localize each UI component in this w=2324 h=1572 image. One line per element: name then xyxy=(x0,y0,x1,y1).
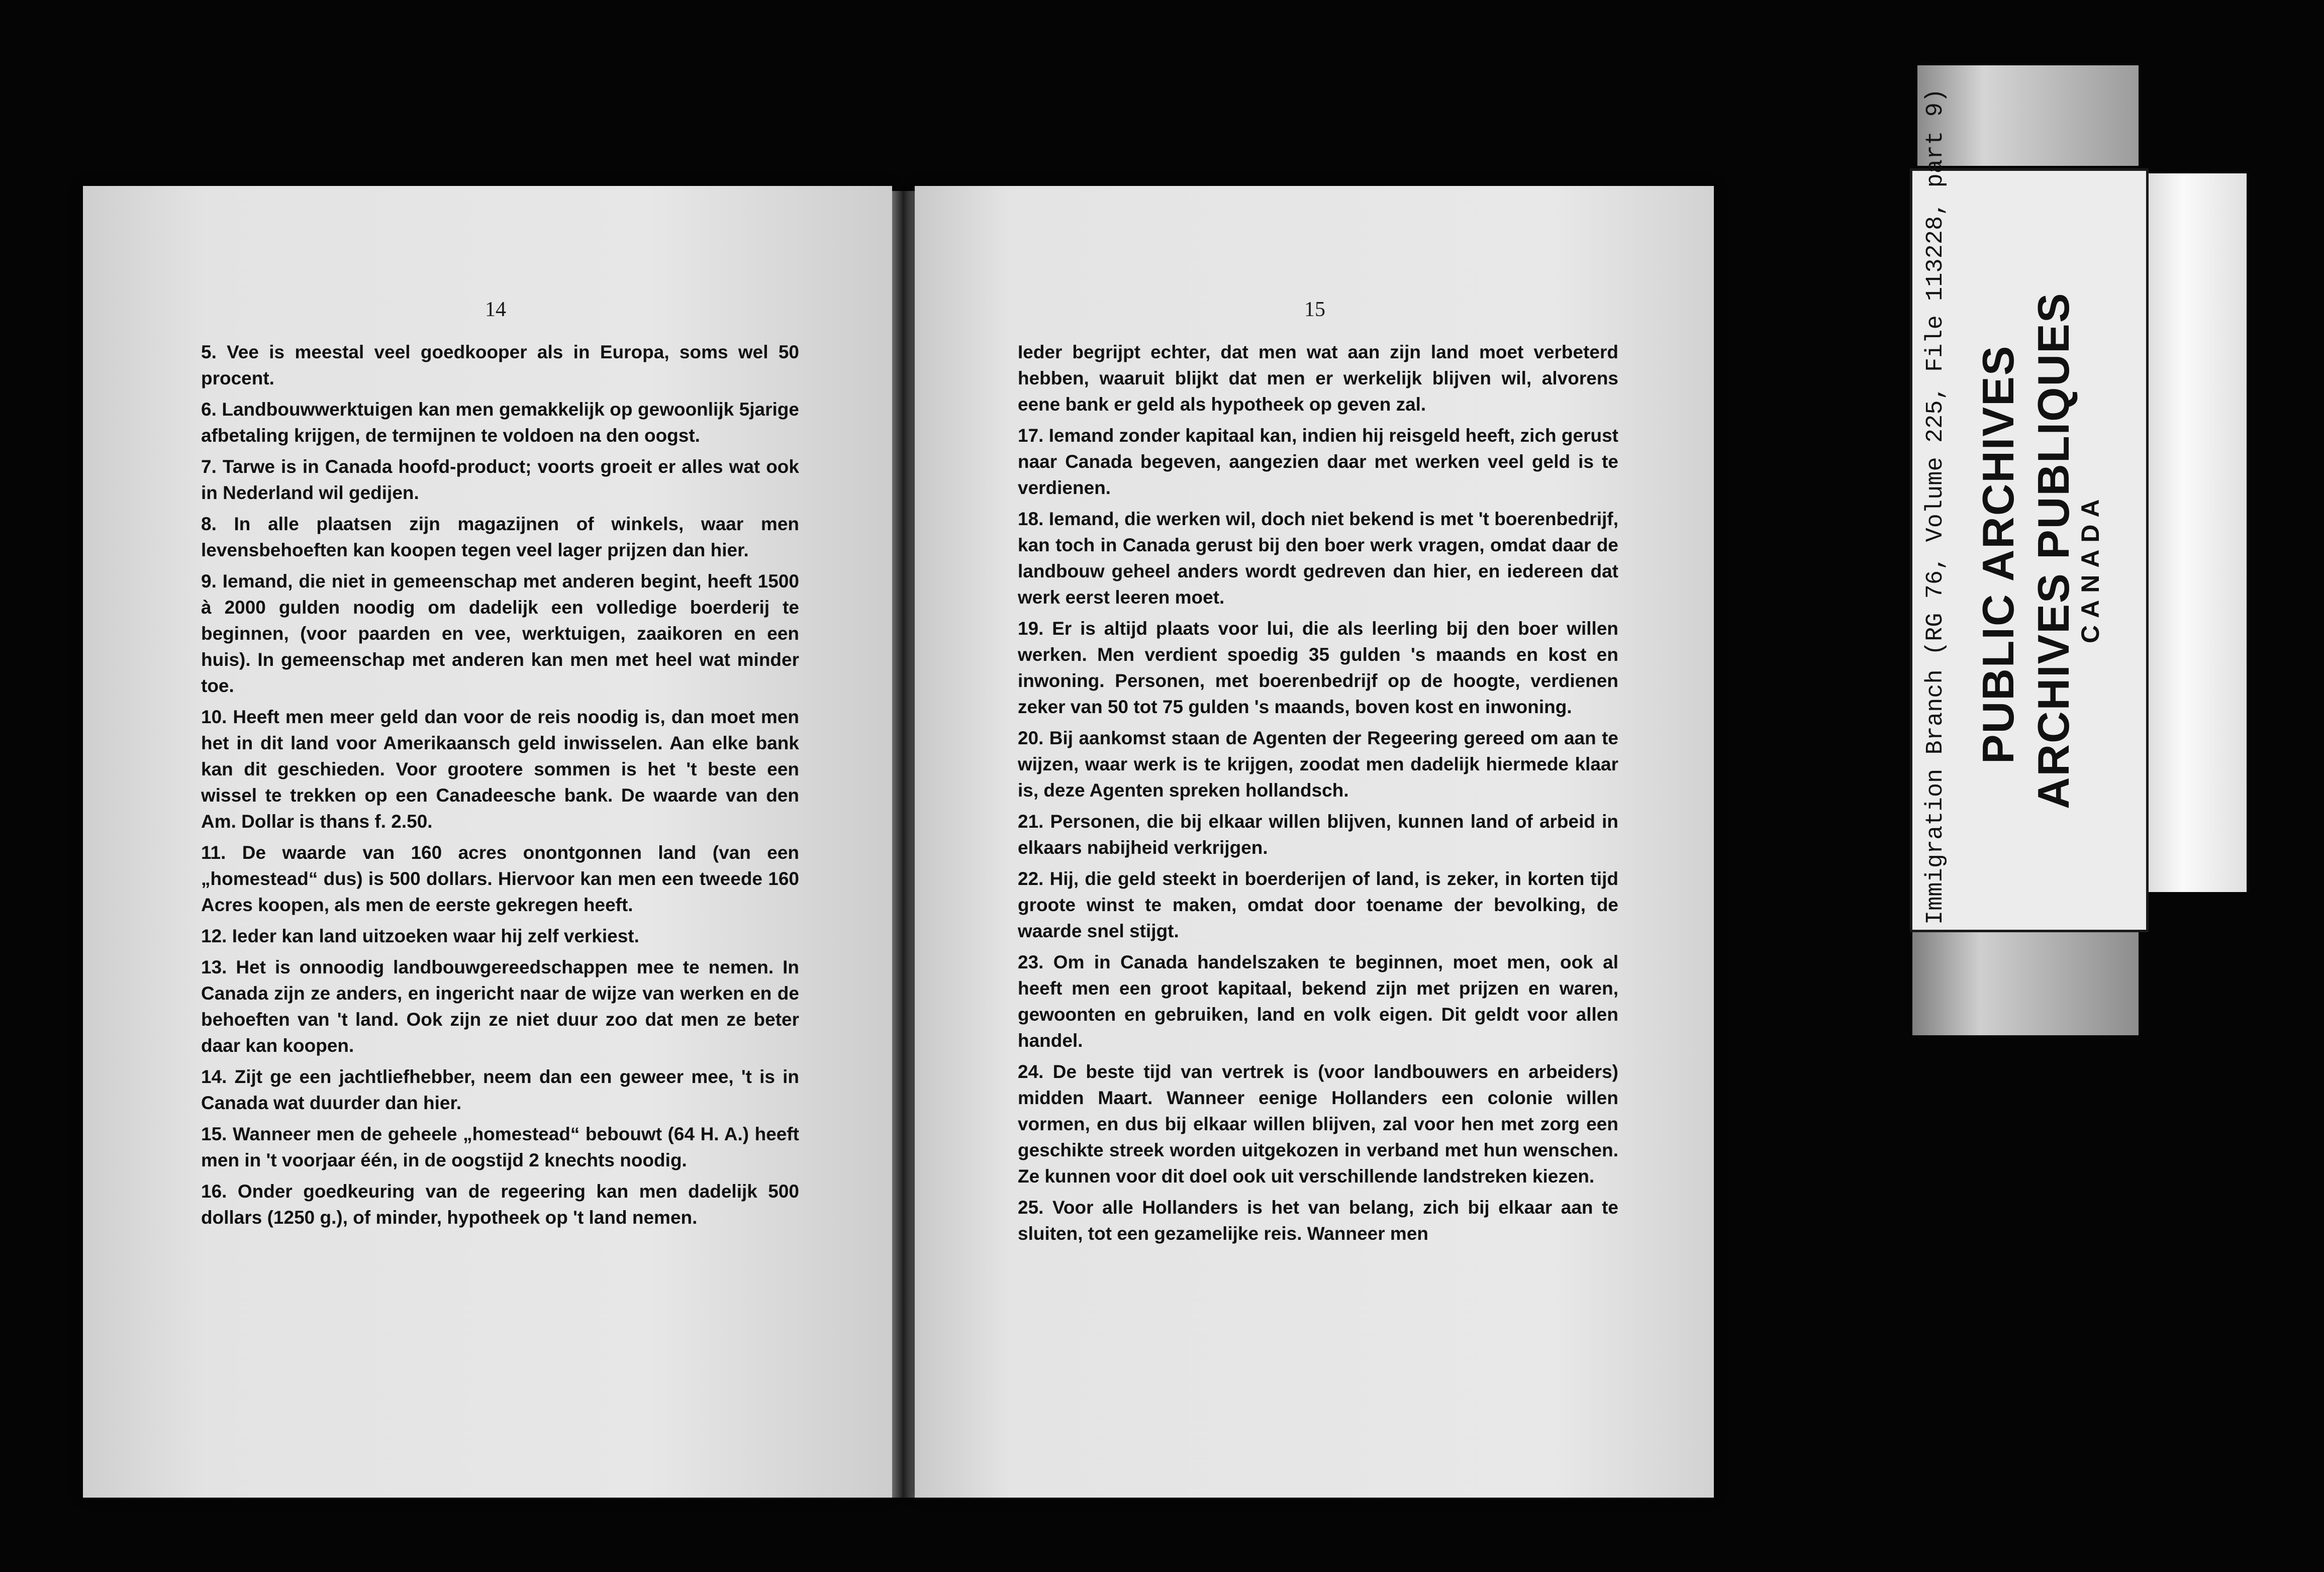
paragraph: Ieder begrijpt echter, dat men wat aan zijn land moet verbeterd hebben, waaruit blijkt dat men er werkelijk blijven wil, alvorens eene bank er geld als hypotheek op geven zal. xyxy=(1018,342,1618,415)
paragraph: 8. In alle plaatsen zijn magazijnen of winkels, waar men levensbehoeften kan koopen tegen veel lager prijzen dan hier. xyxy=(201,514,799,560)
left-page-text xyxy=(201,339,799,1236)
paragraph: 12. Ieder kan land uitzoeken waar hij zelf verkiest. xyxy=(201,926,639,946)
paragraph: 24. De beste tijd van vertrek is (voor landbouwers en arbeiders) midden Maart. Wanneer eenige Hollanders een colonie willen vormen, en dus bij elkaar willen blijven, zal voor hen met zorg een geschikte streek worden uitgekozen in verband met hun wenschen. Ze kunnen voor dit doel ook uit verschillende landstreken kiezen. xyxy=(1018,1061,1618,1187)
paragraph: 17. Iemand zonder kapitaal kan, indien hij reisgeld heeft, zich gerust naar Canada begeven, aangezien daar met werken veel geld is te verdienen. xyxy=(1018,425,1618,498)
right-page xyxy=(915,186,1714,1498)
right-page-text xyxy=(1018,339,1618,1252)
paragraph: 19. Er is altijd plaats voor lui, die als leerling bij den boer willen werken. Men verdient spoedig 35 gulden 's maands en kost en inwoning. Personen, met boerenbedrijf op de hoogte, verdienen zeker van 50 tot 75 gulden 's maands, boven kost en inwoning. xyxy=(1018,618,1618,717)
paragraph: 16. Onder goedkeuring van de regeering kan men dadelijk 500 dollars (1250 g.), of minder, hypotheek op 't land nemen. xyxy=(201,1181,799,1228)
paragraph: 18. Iemand, die werken wil, doch niet bekend is met 't boerenbedrijf, kan toch in Canada gerust bij den boer werk vragen, omdat daar de landbouw geheel anders wordt gedreven dan hier, en iedereen dat werk eerst leeren moet. xyxy=(1018,509,1618,608)
paragraph: 15. Wanneer men de geheele „homestead“ bebouwt (64 H. A.) heeft men in 't voorjaar één, in de oogstijd 2 knechts noodig. xyxy=(201,1124,799,1170)
paragraph: 13. Het is onnoodig landbouwgereedschappen mee te nemen. In Canada zijn ze anders, en ingericht naar de wijze van werken en de behoeften van 't land. Ook zijn ze niet duur zoo dat men ze beter daar kan koopen. xyxy=(201,957,799,1056)
left-page xyxy=(83,186,892,1498)
page-number-right: 15 xyxy=(1304,298,1325,321)
label-paper-strip xyxy=(2141,173,2247,892)
paragraph: 5. Vee is meestal veel goedkooper als in Europa, soms wel 50 procent. xyxy=(201,342,799,388)
paragraph: 6. Landbouwwerktuigen kan men gemakkelijk op gewoonlijk 5jarige afbetaling krijgen, de termijnen te voldoen na den oogst. xyxy=(201,399,799,446)
paragraph: 7. Tarwe is in Canada hoofd-product; voorts groeit er alles wat ook in Nederland wil gedijen. xyxy=(201,456,799,503)
archive-reference: Immigration Branch (RG 76, Volume 225, File 113228, part 9) xyxy=(1922,88,1949,925)
paragraph: 23. Om in Canada handelszaken te beginnen, moet men, ook al heeft men een groot kapitaal, bekend zijn met prijzen en waren, gewoonten en gebruiken, land en volk eigen. Dit geldt voor allen handel. xyxy=(1018,952,1618,1051)
book-gutter xyxy=(892,191,915,1498)
page-number-left: 14 xyxy=(485,298,506,321)
label-tape-top xyxy=(1917,65,2139,166)
paragraph: 20. Bij aankomst staan de Agenten der Regeering gereed om aan te wijzen, waar werk is te krijgen, zoodat men dadelijk hiermede klaar is, deze Agenten spreken hollandsch. xyxy=(1018,728,1618,801)
paragraph: 25. Voor alle Hollanders is het van belang, zich bij elkaar aan te sluiten, tot een gezamelijke reis. Wanneer men xyxy=(1018,1197,1618,1244)
paragraph: 10. Heeft men meer geld dan voor de reis noodig is, dan moet men het in dit land voor Amerikaansch geld inwisselen. Aan elke bank kan dit geschieden. Voor grootere sommen is het 't beste een wissel te trekken op een Canadeesche bank. De waarde van den Am. Dollar is thans f. 2.50. xyxy=(201,707,799,832)
book-spread xyxy=(83,186,1714,1498)
archive-name-en: PUBLIC ARCHIVES xyxy=(1973,345,2023,764)
paragraph: 21. Personen, die bij elkaar willen blijven, kunnen land of arbeid in elkaars nabijheid verkrijgen. xyxy=(1018,811,1618,858)
paragraph: 9. Iemand, die niet in gemeenschap met anderen begint, heeft 1500 à 2000 gulden noodig om dadelijk een volledige boerderij te beginnen, (voor paarden en vee, werktuigen, zaaikoren en een huis). In gemeenschap met anderen kan men met heel wat minder toe. xyxy=(201,571,799,696)
paragraph: 22. Hij, die geld steekt in boerderijen of land, is zeker, in korten tijd groote winst te maken, omdat door toename der bevolking, de waarde snel stijgt. xyxy=(1018,868,1618,941)
archive-name-fr: ARCHIVES PUBLIQUES xyxy=(2028,292,2078,809)
paragraph: 11. De waarde van 160 acres onontgonnen land (van een „homestead“ dus) is 500 dollars. Hiervoor kan men een tweede 160 Acres koopen, als men de eerste gekregen heeft. xyxy=(201,842,799,915)
archive-country: CANADA xyxy=(2076,492,2104,643)
paragraph: 14. Zijt ge een jachtliefhebber, neem dan een geweer mee, 't is in Canada wat duurder dan hier. xyxy=(201,1066,799,1113)
